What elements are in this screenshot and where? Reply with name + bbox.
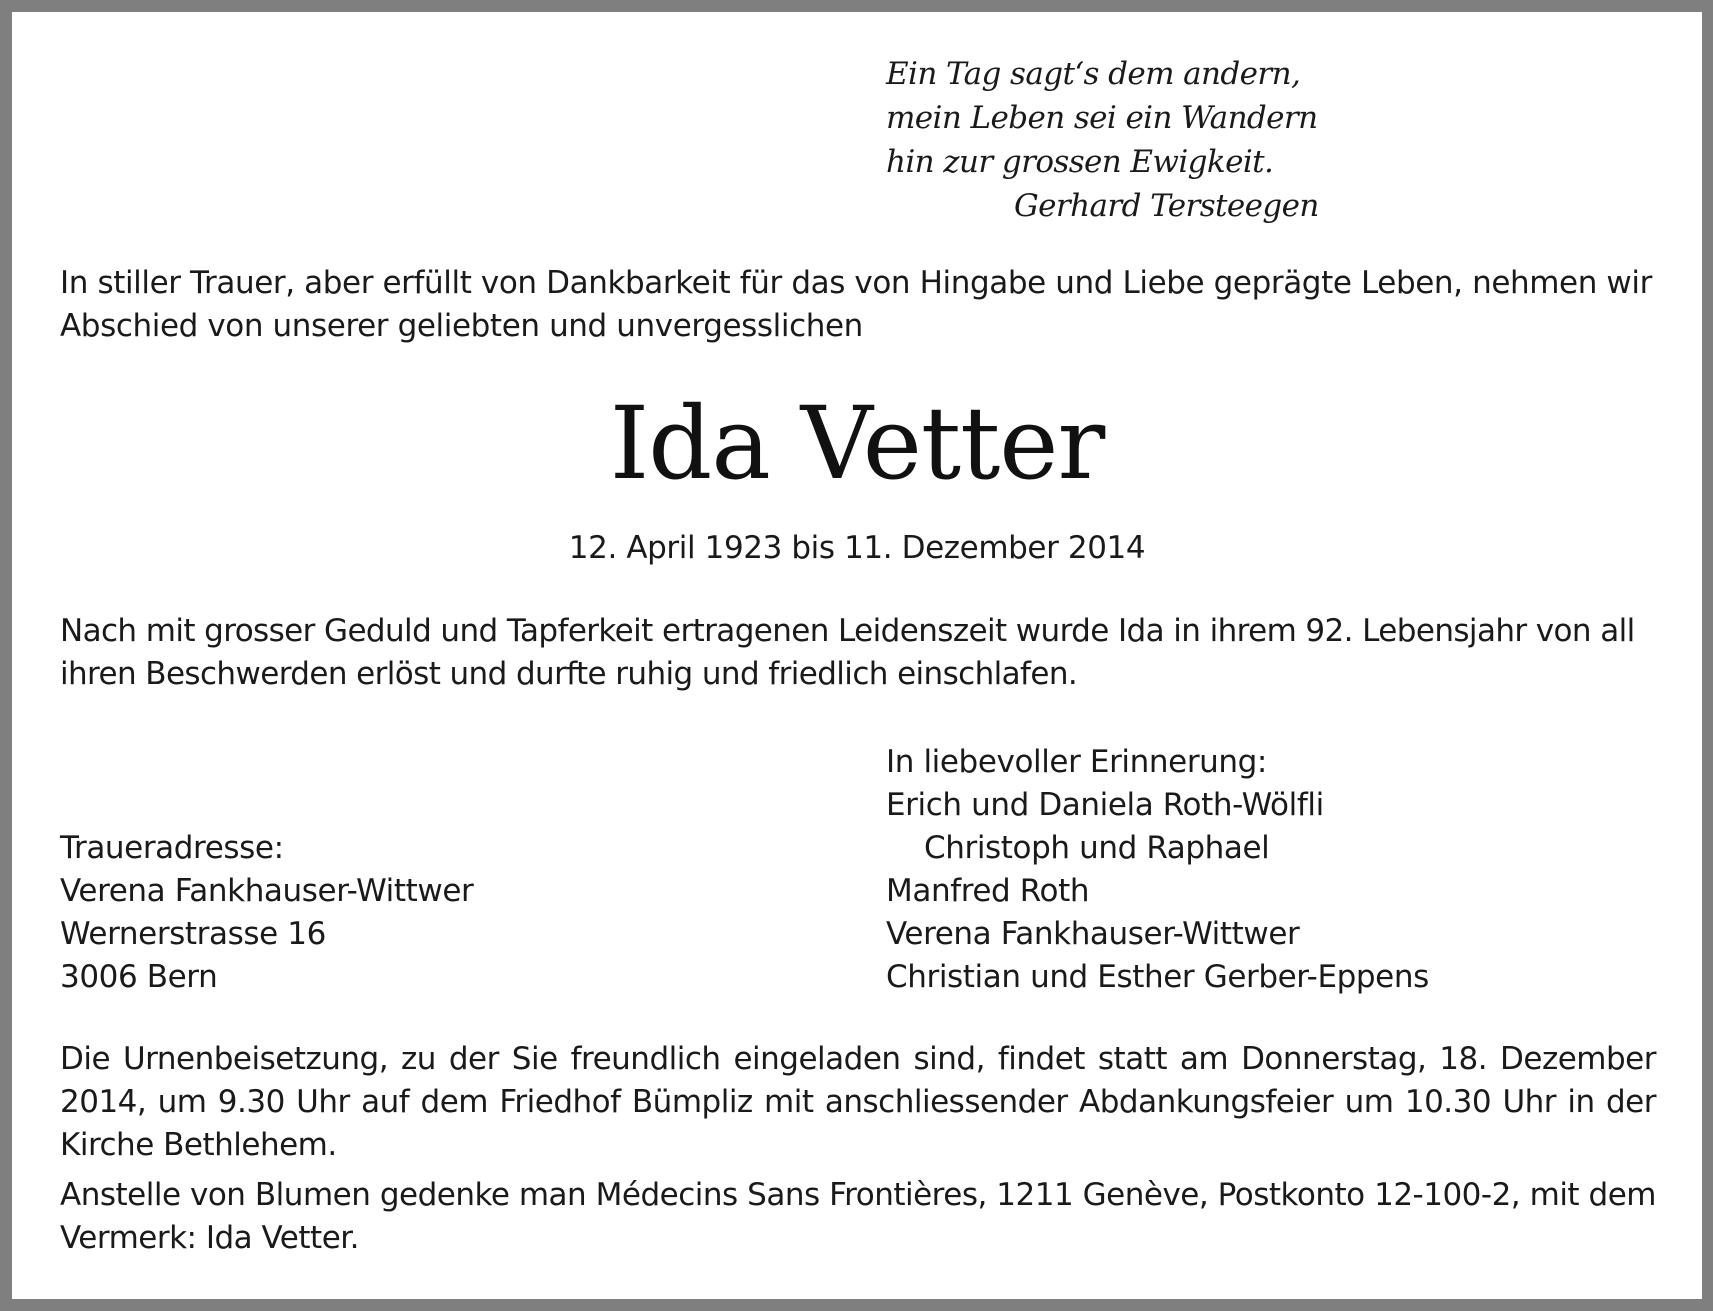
mourner-line: Verena Fankhauser-Wittwer — [886, 916, 1300, 952]
donation-notice: Anstelle von Blumen gedenke man Médecins Sans Frontières, 1211 Genève, Postkonto 12-100-2, mit dem Vermerk: Ida Vetter. — [60, 1177, 1656, 1256]
mourners-heading: In liebevoller Erinnerung: — [886, 744, 1267, 780]
address-line: Wernerstrasse 16 — [60, 916, 326, 952]
mourners-list — [886, 741, 1429, 999]
address-line: Verena Fankhauser-Wittwer — [60, 873, 474, 909]
address-line: 3006 Bern — [60, 959, 218, 995]
mourner-line: Christian und Esther Gerber-Eppens — [886, 959, 1429, 995]
motto-quote — [886, 52, 1319, 228]
passing-text: Nach mit grosser Geduld und Tapferkeit ertragenen Leidenszeit wurde Ida in ihrem 92. Lebensjahr von all ihren Beschwerden erlöst und durfte ruhig und friedlich einschlafen. — [60, 613, 1635, 692]
life-dates: 12. April 1923 bis 11. Dezember 2014 — [568, 530, 1146, 566]
address-label: Traueradresse: — [60, 830, 284, 866]
mourner-line: Erich und Daniela Roth-Wölfli — [886, 787, 1324, 823]
motto-author: Gerhard Tersteegen — [1014, 188, 1319, 224]
mourner-line: Christoph und Raphael — [924, 830, 1270, 866]
mourner-line: Manfred Roth — [886, 873, 1090, 909]
motto-line: hin zur grossen Ewigkeit. — [886, 144, 1274, 180]
deceased-name: Ida Vetter — [609, 385, 1105, 502]
intro-text: In stiller Trauer, aber erfüllt von Dankbarkeit für das von Hingabe und Liebe geprägte Leben, nehmen wir Abschied von unserer geliebten und unvergesslichen — [60, 265, 1652, 344]
mourning-address — [60, 827, 473, 999]
funeral-notice: Die Urnenbeisetzung, zu der Sie freundlich eingeladen sind, findet statt am Donnerstag, 18. Dezember 2014, um 9.30 Uhr auf dem Friedhof Bümpliz mit anschliessender Abdankungsfeier um 10.30 Uhr in der Kirche Bethlehem. — [60, 1041, 1656, 1163]
motto-line: Ein Tag sagt‘s dem andern, — [886, 56, 1301, 92]
motto-line: mein Leben sei ein Wandern — [886, 100, 1318, 136]
obituary-page — [12, 12, 1702, 1299]
